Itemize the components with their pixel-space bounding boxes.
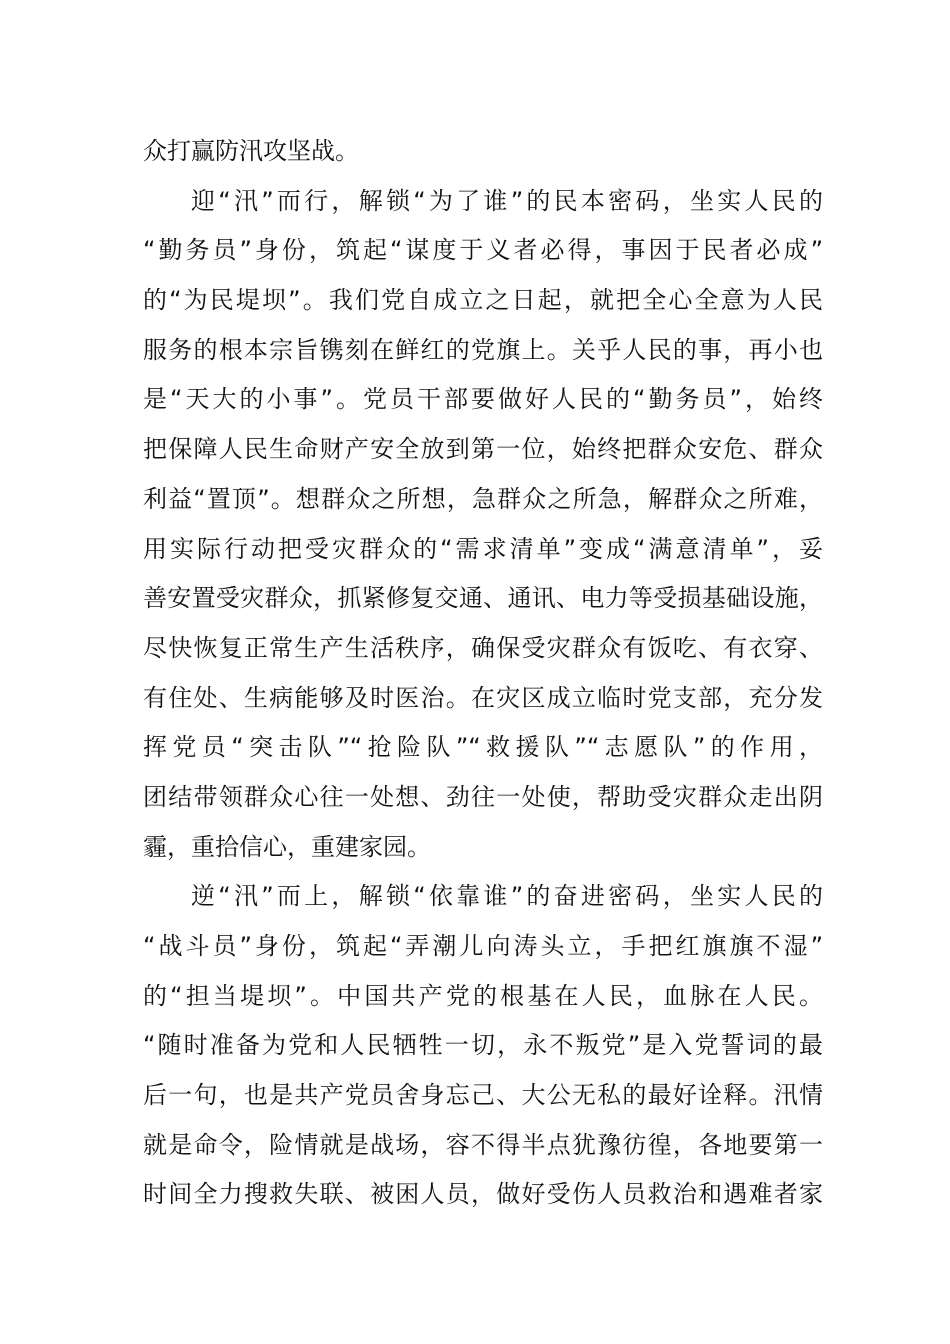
text-line: 时间全力搜救失联、被困人员，做好受伤人员救治和遇难者家 bbox=[143, 1180, 823, 1209]
text-line: “勤务员”身份，筑起“谋度于义者必得，事因于民者必成” bbox=[143, 236, 823, 265]
text-line: 的“为民堤坝”。我们党自成立之日起，就把全心全意为人民 bbox=[143, 286, 823, 315]
text-line: 把保障人民生命财产安全放到第一位，始终把群众安危、群众 bbox=[143, 435, 823, 464]
text-line: 的“担当堤坝”。中国共产党的根基在人民，血脉在人民。 bbox=[143, 981, 823, 1010]
paragraph-start-line: 逆“汛”而上，解锁“依靠谁”的奋进密码，坐实人民的 bbox=[191, 882, 823, 911]
text-line: 利益“置顶”。想群众之所想，急群众之所急，解群众之所难， bbox=[143, 484, 823, 513]
text-line: 霾，重拾信心，重建家园。 bbox=[143, 832, 431, 861]
text-line: “随时准备为党和人民牺牲一切，永不叛党”是入党誓词的最 bbox=[143, 1031, 823, 1060]
text-line: 善安置受灾群众，抓紧修复交通、通讯、电力等受损基础设施， bbox=[143, 584, 823, 613]
text-line: 团结带领群众心往一处想、劲往一处使，帮助受灾群众走出阴 bbox=[143, 782, 823, 811]
text-line: 用实际行动把受灾群众的“需求清单”变成“满意清单”，妥 bbox=[143, 534, 823, 563]
text-line: 后一句，也是共产党员舍身忘己、大公无私的最好诠释。汛情 bbox=[143, 1081, 823, 1110]
text-line: 是“天大的小事”。党员干部要做好人民的“勤务员”，始终 bbox=[143, 385, 823, 414]
text-line: 众打赢防汛攻坚战。 bbox=[143, 137, 359, 165]
text-line: 服务的根本宗旨镌刻在鲜红的党旗上。关乎人民的事，再小也 bbox=[143, 335, 823, 364]
text-line: 尽快恢复正常生产生活秩序，确保受灾群众有饭吃、有衣穿、 bbox=[143, 633, 823, 662]
text-line: 有住处、生病能够及时医治。在灾区成立临时党支部，充分发 bbox=[143, 683, 823, 712]
document-body bbox=[143, 127, 823, 1220]
text-line: 就是命令，险情就是战场，容不得半点犹豫彷徨，各地要第一 bbox=[143, 1130, 823, 1159]
text-line: 挥党员“突击队”“抢险队”“救援队”“志愿队”的作用， bbox=[143, 733, 823, 762]
paragraph-start-line: 迎“汛”而行，解锁“为了谁”的民本密码，坐实人民的 bbox=[191, 186, 823, 215]
text-line: “战斗员”身份，筑起“弄潮儿向涛头立，手把红旗旗不湿” bbox=[143, 932, 823, 960]
